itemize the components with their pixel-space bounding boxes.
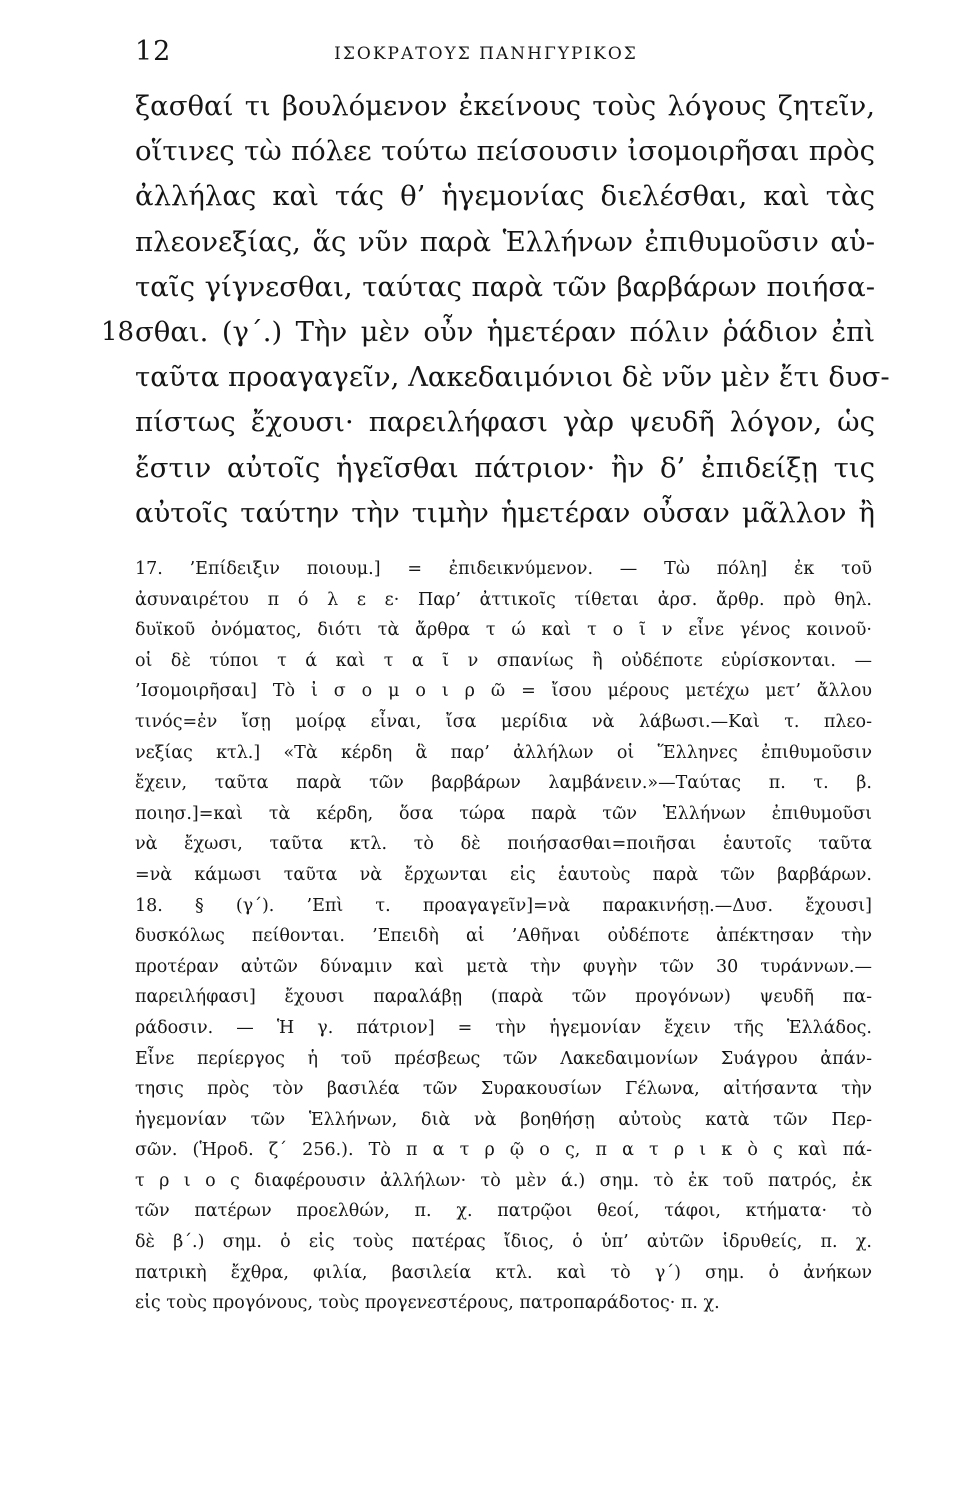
footnote-line: δὲ β΄.) σημ. ὁ εἰς τοὺς πατέρας ἴδιος, ὁ ὑπ’ αὐτῶν ἱδρυθείς, π. χ.	[135, 1232, 872, 1253]
footnote-line: τ ρ ι ο ς διαφέρουσιν ἀλλήλων· τὸ μὲν ά.) σημ. τὸ ἐκ τοῦ πατρός, ἐκ	[135, 1170, 872, 1191]
footnote-line: ἔχειν, ταῦτα παρὰ τῶν βαρβάρων λαμβάνειν.»—Ταύτας π. τ. β.	[135, 773, 872, 794]
main-text-line: οἵτινες τὼ πόλεε τούτω πείσουσιν ἰσομοιρῆσαι πρὸς	[135, 135, 875, 168]
page-header	[0, 36, 972, 76]
footnote-line: τινός=ἐν ἴσῃ μοίρᾳ εἶναι, ἴσα μερίδια νὰ λάβωσι.—Καὶ τ. πλεο-	[135, 711, 872, 732]
footnote-line: δυσκόλως πείθονται. ’Επειδὴ αἱ ’Αθῆναι οὐδέποτε ἀπέκτησαν τὴν	[135, 926, 872, 947]
footnote-line: 17. ’Επίδειξιν ποιουμ.] = ἐπιδεικνύμενον. — Τὼ πόλη] ἐκ τοῦ	[135, 559, 872, 579]
footnote-line: πατρικὴ ἔχθρα, φιλία, βασιλεία κτλ. καὶ τὸ γ΄) σημ. ὁ ἀνήκων	[135, 1262, 872, 1283]
footnote-line: 18. § (γ΄). ’Επὶ τ. προαγαγεῖν]=νὰ παρακινήσῃ.—Δυσ. ἔχουσι]	[135, 895, 872, 916]
footnote-line: ἡγεμονίαν τῶν Ἑλλήνων, διὰ νὰ βοηθήσῃ αὐτοὺς κατὰ τῶν Περ-	[135, 1109, 872, 1130]
footnote-line: οἱ δὲ τύποι τ ά καὶ τ α ῖ ν σπανίως ἢ οὐδέποτε εὑρίσκονται. —	[135, 650, 872, 671]
footnote-line: νὰ ἔχωσι, ταῦτα κτλ. τὸ δὲ ποιήσασθαι=ποιῆσαι ἑαυτοῖς ταῦτα	[135, 834, 872, 855]
footnote-line: παρειλήφασι] ἔχουσι παραλάβῃ (παρὰ τῶν προγόνων) ψευδῆ πα-	[135, 987, 872, 1008]
footnote-line: τῶν πατέρων προελθών, π. χ. πατρῷοι θεοί, τάφοι, κτήματα· τὸ	[135, 1201, 872, 1222]
footnote-line: ἀσυναιρέτου π ό λ ε ε· Παρ’ ἀττικοῖς τίθεται ἀρσ. ἄρθρ. πρὸ θηλ.	[135, 589, 872, 610]
main-text-line: ταῖς γίγνεσθαι, ταύτας παρὰ τῶν βαρβάρων ποιήσα-	[135, 270, 875, 303]
main-text-line: ξασθαί τι βουλόμενον ἐκείνους τοὺς λόγους ζητεῖν,	[135, 90, 875, 122]
footnote-line: προτέραν αὐτῶν δύναμιν καὶ μετὰ τὴν φυγὴν τῶν 30 τυράννων.—	[135, 956, 872, 977]
running-title: ΙΣΟΚΡΑΤΟΥΣ ΠΑΝΗΓΥΡΙΚΟΣ	[334, 44, 638, 64]
main-text-line-content: σθαι. (γ΄.) Τὴν μὲν οὖν ἡμετέραν πόλιν ῥάδιον ἐπὶ	[135, 315, 875, 348]
footnote-line: ποιησ.]=καὶ τὰ κέρδη, ὅσα τώρα παρὰ τῶν Ἑλλήνων ἐπιθυμοῦσι	[135, 803, 872, 824]
footnote-line: τησις πρὸς τὸν βασιλέα τῶν Συρακουσίων Γέλωνα, αἰτήσαντα τὴν	[135, 1079, 872, 1100]
main-text-line: αὐτοῖς ταύτην τὴν τιμὴν ἡμετέραν οὖσαν μᾶλλον ἢ	[135, 496, 875, 529]
page-number: 12	[135, 36, 172, 67]
footnote-line: δυϊκοῦ ὀνόματος, διότι τὰ ἄρθρα τ ώ καὶ τ ο ῖ ν εἶνε γένος κοινοῦ·	[135, 620, 872, 641]
section-marker: 18	[101, 316, 135, 347]
main-text-line: ἀλλήλας καὶ τάς θ’ ἡγεμονίας διελέσθαι, καὶ τὰς	[135, 180, 875, 213]
footnote-line: ράδοσιν. — Ἡ γ. πάτριον] = τὴν ἡγεμονίαν ἔχειν τῆς Ἑλλάδος.	[135, 1017, 872, 1038]
footnote-line: =νὰ κάμωσι ταῦτα νὰ ἔρχωνται εἰς ἑαυτοὺς παρὰ τῶν βαρβάρων.	[135, 864, 872, 885]
main-text-line-with-marker	[101, 310, 875, 355]
main-text	[101, 84, 890, 536]
footnote-line: σῶν. (Ἡροδ. ζ΄ 256.). Τὸ π α τ ρ ῷ ο ς, π α τ ρ ι κ ὸ ς καὶ πά-	[135, 1140, 872, 1161]
main-text-line: πίστως ἔχουσι· παρειλήφασι γὰρ ψευδῆ λόγον, ὡς	[135, 406, 875, 439]
footnote-line: ’Ισομοιρῆσαι] Τὸ ἰ σ ο μ ο ι ρ ῶ = ἴσου μέρους μετέχω μετ’ ἄλλου	[135, 681, 872, 702]
main-text-line: πλεονεξίας, ἅς νῦν παρὰ Ἑλλήνων ἐπιθυμοῦσιν αὑ-	[135, 225, 875, 258]
main-text-line: ταῦτα προαγαγεῖν, Λακεδαιμόνιοι δὲ νῦν μὲν ἔτι δυσ-	[135, 361, 890, 394]
main-text-line: ἔστιν αὐτοῖς ἡγεῖσθαι πάτριον· ἢν δ’ ἐπιδείξῃ τις	[135, 451, 875, 484]
footnote-line: νεξίας κτλ.] «Τὰ κέρδη ἃ παρ’ ἀλλήλων οἱ Ἕλληνες ἐπιθυμοῦσιν	[135, 742, 872, 763]
footnotes	[135, 554, 872, 1319]
footnote-line: Εἶνε περίεργος ἡ τοῦ πρέσβεως τῶν Λακεδαιμονίων Συάγρου ἀπάν-	[135, 1048, 872, 1069]
footnote-line: εἰς τοὺς προγόνους, τοὺς προγενεστέρους, πατροπαράδοτος· π. χ.	[135, 1293, 720, 1314]
